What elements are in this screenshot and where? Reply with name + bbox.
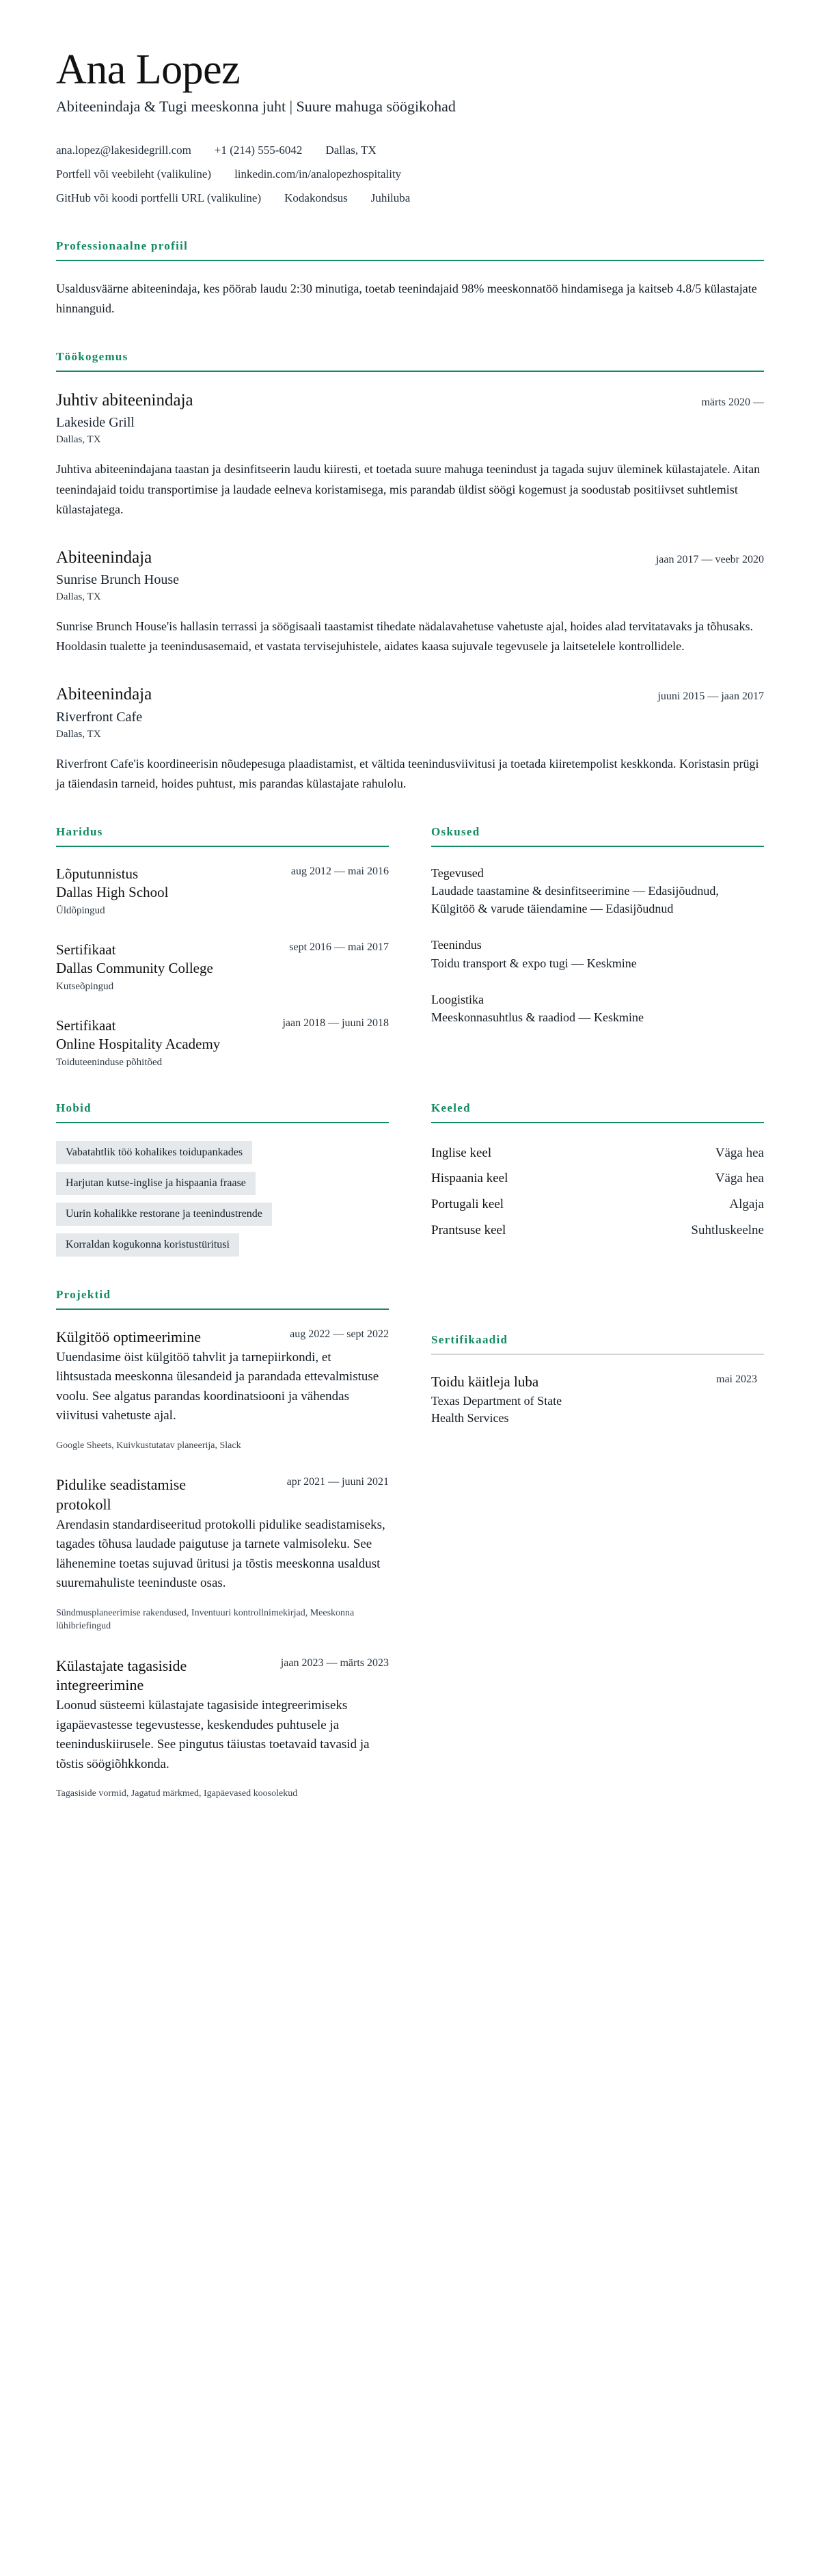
skill-group xyxy=(431,937,764,971)
hobbies-rule xyxy=(56,1122,389,1123)
experience-entry xyxy=(56,390,764,520)
projects-column xyxy=(56,1288,389,1801)
skill-group xyxy=(431,865,764,917)
experience-company: Lakeside Grill xyxy=(56,415,135,431)
education-entry xyxy=(56,865,389,917)
experience-entry-top xyxy=(56,547,764,568)
language-level: Suhtluskeelne xyxy=(691,1222,764,1237)
certificates-heading: Sertifikaadid xyxy=(431,1332,508,1346)
project-name: Külgitöö optimeerimine xyxy=(56,1328,202,1345)
education-entry xyxy=(56,1017,389,1069)
project-entry-top xyxy=(56,1656,389,1695)
certificate-entry-top xyxy=(431,1373,764,1427)
education-entry-row xyxy=(56,1017,389,1069)
education-degree: Sertifikaat xyxy=(56,1017,116,1034)
experience-description: Sunrise Brunch House'is hallasin terrassi ja söögisaali taastamist tihedate nädalavahetuse vahetuste ajal, hoides alad tervitatavaks ja tõhusaks. Hooldasin tualette ja teenindusasemaid, et vastata tervisejuhistele, aidates kaasa sujuvale tegevusele ja laitsetelele kontrollidele. xyxy=(56,619,753,654)
education-entry-main xyxy=(56,1017,220,1069)
language-level: Algaja xyxy=(729,1197,764,1212)
language-row xyxy=(431,1218,764,1244)
contact-linkedin[interactable]: linkedin.com/in/analopezhospitality xyxy=(234,167,402,181)
education-rule xyxy=(56,846,389,847)
education-entry-main xyxy=(56,865,168,917)
languages-heading: Keeled xyxy=(431,1101,471,1114)
skill-group-detail: Laudade taastamine & desinfitseerimine — Edasijõudnud, Külgitöö & varude täiendamine — Edasijõudnud xyxy=(431,884,719,916)
project-date-range: apr 2021 — juuni 2021 xyxy=(286,1476,389,1488)
education-school: Online Hospitality Academy xyxy=(56,1036,221,1053)
summary-heading: Professionaalne profiil xyxy=(56,239,189,252)
education-date-range: jaan 2018 — juuni 2018 xyxy=(282,1017,389,1030)
education-entry-row xyxy=(56,865,389,917)
section-projects-certificates xyxy=(56,1288,764,1801)
contact-line-3 xyxy=(56,189,764,207)
certificate-entry xyxy=(431,1373,764,1427)
certificates-rule xyxy=(431,1354,764,1355)
contact-citizenship: Kodakondsus xyxy=(284,191,348,205)
experience-date-range: märts 2020 — xyxy=(701,397,764,409)
experience-location: Dallas, TX xyxy=(56,434,101,446)
skill-group-detail: Toidu transport & expo tugi — Keskmine xyxy=(431,956,637,970)
candidate-headline: Abiteenindaja & Tugi meeskonna juht | Suure mahuga söögikohad xyxy=(56,98,456,116)
project-entry xyxy=(56,1475,389,1633)
project-entry-top xyxy=(56,1328,389,1347)
experience-job-title: Juhtiv abiteenindaja xyxy=(56,391,193,410)
summary-rule xyxy=(56,260,764,261)
contact-drivers-license: Juhiluba xyxy=(370,191,411,205)
language-level: Väga hea xyxy=(715,1171,764,1186)
project-entry xyxy=(56,1656,389,1801)
language-name: Portugali keel xyxy=(431,1197,504,1212)
section-experience xyxy=(56,350,764,794)
hobbies-column xyxy=(56,1101,389,1257)
education-school: Dallas High School xyxy=(56,883,169,900)
education-area: Üldõpingud xyxy=(56,904,105,916)
education-entry xyxy=(56,941,389,993)
education-degree: Sertifikaat xyxy=(56,941,116,958)
experience-description: Riverfront Cafe'is koordineerisin nõudepesuga plaadistamist, et vältida teenindusviivitusi ja toetada kiiretempolist keskkonda. Koristasin prügi ja täiendasin tarneid, hoides puhtust, mis parandas külastajate rahulolu. xyxy=(56,756,759,790)
projects-rule xyxy=(56,1309,389,1310)
contact-line-1 xyxy=(56,142,764,159)
experience-company: Sunrise Brunch House xyxy=(56,572,179,588)
project-description: Uuendasime öist külgitöö tahvlit ja tarnepiirkondi, et lihtsustada meeskonna ülesandeid ja parandada ettevalmistuse voolu. See algatus parandas koordinatsiooni ja vähendas viivitusi vahetuste ajal. xyxy=(56,1350,379,1423)
education-school: Dallas Community College xyxy=(56,960,213,977)
skills-heading: Oskused xyxy=(431,824,480,838)
experience-entry xyxy=(56,547,764,657)
education-entry-row xyxy=(56,941,389,993)
contact-email[interactable]: ana.lopez@lakesidegrill.com xyxy=(56,143,191,157)
hobby-chip: Vabatahtlik töö kohalikes toidupankades xyxy=(56,1141,252,1164)
languages-rule xyxy=(431,1122,764,1123)
experience-job-title: Abiteenindaja xyxy=(56,685,152,704)
project-tools: Tagasiside vormid, Jagatud märkmed, Igapäevased koosolekud xyxy=(56,1788,298,1799)
education-heading: Haridus xyxy=(56,824,103,838)
project-description: Loonud süsteemi külastajate tagasiside integreerimiseks igapäevastesse tegevustesse, keskendudes puhtusele ja teeninduskiirusele. See pingutus täiustas toetavaid tavasid ja tõstis söögiõhkkonda. xyxy=(56,1698,370,1771)
project-tools: Sündmusplaneerimise rakendused, Inventuuri kontrollnimekirjad, Meeskonna lühibriefingud xyxy=(56,1607,355,1632)
experience-date-range: jaan 2017 — veebr 2020 xyxy=(655,553,764,565)
projects-heading: Projektid xyxy=(56,1287,111,1301)
skill-group-detail: Meeskonnasuhtlus & raadiod — Keskmine xyxy=(431,1010,644,1024)
experience-date-range: juuni 2015 — jaan 2017 xyxy=(657,690,764,703)
experience-description: Juhtiva abiteenindajana taastan ja desinfitseerin laudu kiiresti, et toetada suure mahuga teenindust ja tagada sujuv üleminek külastajatele. Aitan teenindajaid toidu transportimise ja laudade eelneva koristamisega, mis parandab üldist söögi kogemust ja soodustab positiivset suhtlemist külastajatega. xyxy=(56,462,761,516)
education-area: Kutseõpingud xyxy=(56,980,114,992)
summary-text: Usaldusväärne abiteenindaja, kes pöörab laudu 2:30 minutiga, toetab teenindajaid 98% meeskonnatöö hindamisega ja kaitseb 4.8/5 külastajate hinnanguid. xyxy=(56,281,757,315)
certificate-main xyxy=(431,1373,642,1427)
project-name: Pidulike seadistamise protokoll xyxy=(56,1476,187,1513)
language-name: Prantsuse keel xyxy=(431,1222,506,1237)
certificate-date: mai 2023 xyxy=(716,1373,757,1385)
hobby-chip: Harjutan kutse-inglise ja hispaania fraase xyxy=(56,1172,256,1195)
skill-group-name: Loogistika xyxy=(431,992,484,1006)
contact-phone[interactable]: +1 (214) 555-6042 xyxy=(214,143,303,157)
education-area: Toiduteeninduse põhitõed xyxy=(56,1057,163,1069)
education-degree: Lõputunnistus xyxy=(56,865,139,882)
experience-company: Riverfront Cafe xyxy=(56,709,143,725)
resume-header xyxy=(56,48,764,208)
candidate-name: Ana Lopez xyxy=(56,46,241,93)
language-name: Hispaania keel xyxy=(431,1171,508,1186)
section-education-skills xyxy=(56,825,764,1070)
skill-group-name: Tegevused xyxy=(431,866,484,880)
hobbies-heading: Hobid xyxy=(56,1101,92,1114)
languages-column xyxy=(431,1101,764,1244)
language-level: Väga hea xyxy=(715,1145,764,1160)
contact-line-2 xyxy=(56,165,764,183)
project-tools: Google Sheets, Kuivkustutatav planeerija, Slack xyxy=(56,1440,241,1451)
project-description: Arendasin standardiseeritud protokolli pidulike seadistamiseks, tagades tõhusa laudade paigutuse ja tarnete valmisoleku. See lähenemine toetas sujuvad üritusi ja tõstis meeskonna usaldust suuremahuliste teeninduste osas. xyxy=(56,1517,385,1591)
language-row xyxy=(431,1192,764,1218)
experience-job-title: Abiteenindaja xyxy=(56,548,152,567)
language-row xyxy=(431,1166,764,1192)
language-name: Inglise keel xyxy=(431,1145,492,1160)
project-entry xyxy=(56,1328,389,1453)
certificate-name: Toidu käitleja luba xyxy=(431,1373,539,1390)
education-date-range: aug 2012 — mai 2016 xyxy=(290,865,389,877)
experience-heading: Töökogemus xyxy=(56,350,128,364)
section-summary xyxy=(56,239,764,319)
skill-group xyxy=(431,991,764,1026)
experience-entry xyxy=(56,684,764,794)
skills-column xyxy=(431,825,764,1026)
hobby-chip: Uurin kohalikke restorane ja teenindustrende xyxy=(56,1203,272,1226)
experience-entry-top xyxy=(56,684,764,705)
certificate-issuer: Texas Department of State Health Services xyxy=(431,1394,562,1425)
contact-github-placeholder[interactable]: GitHub või koodi portfelli URL (valikuline) xyxy=(56,191,262,205)
skills-rule xyxy=(431,846,764,847)
hobby-chip: Korraldan kogukonna koristustüritusi xyxy=(56,1233,239,1257)
education-column xyxy=(56,825,389,1070)
section-hobbies-languages xyxy=(56,1101,764,1257)
project-date-range: jaan 2023 — märts 2023 xyxy=(280,1656,389,1669)
experience-location: Dallas, TX xyxy=(56,728,101,740)
hobbies-chip-list xyxy=(56,1141,389,1257)
certificates-column xyxy=(431,1288,764,1427)
project-date-range: aug 2022 — sept 2022 xyxy=(290,1328,389,1340)
language-row xyxy=(431,1141,764,1167)
project-name: Külastajate tagasiside integreerimine xyxy=(56,1656,187,1694)
experience-location: Dallas, TX xyxy=(56,591,101,603)
experience-rule xyxy=(56,371,764,372)
contact-location: Dallas, TX xyxy=(325,143,377,157)
education-date-range: sept 2016 — mai 2017 xyxy=(289,941,389,954)
project-entry-top xyxy=(56,1475,389,1514)
projects-certificates-columns xyxy=(56,1288,764,1801)
education-skills-columns xyxy=(56,825,764,1070)
skill-group-name: Teenindus xyxy=(431,938,482,952)
experience-entry-top xyxy=(56,390,764,411)
education-entry-main xyxy=(56,941,213,993)
contact-portfolio-placeholder[interactable]: Portfell või veebileht (valikuline) xyxy=(56,167,212,181)
hobbies-languages-columns xyxy=(56,1101,764,1257)
